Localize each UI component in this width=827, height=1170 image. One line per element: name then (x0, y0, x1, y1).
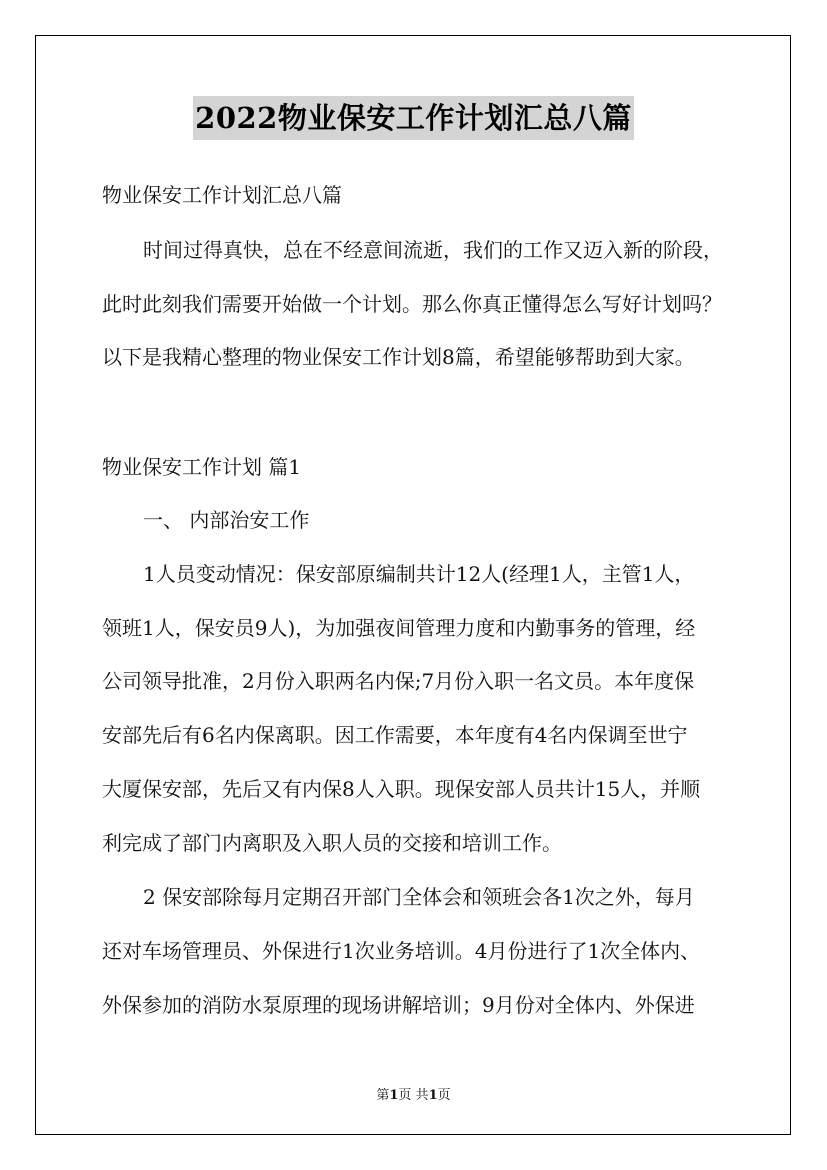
paragraph1-line-2: 领班1人，保安员9人)，为加强夜间管理力度和内勤事务的管理，经 (102, 616, 696, 640)
page-footer (0, 1084, 827, 1103)
paragraph1-line-4: 安部先后有6名内保离职。因工作需要，本年度有4名内保调至世宁 (102, 723, 688, 747)
document-title: 2022物业保安工作计划汇总八篇 (193, 96, 634, 140)
document-subtitle: 物业保安工作计划汇总八篇 (102, 183, 342, 207)
page-number-current: 1 (389, 1088, 399, 1103)
paragraph1-line-3: 公司领导批准，2月份入职两名内保;7月份入职一名文员。本年度保 (102, 669, 695, 693)
section-heading: 物业保安工作计划 篇1 (102, 455, 302, 479)
subsection-heading: 一、 内部治安工作 (143, 508, 310, 532)
intro-line-2: 此时此刻我们需要开始做一个计划。那么你真正懂得怎么写好计划吗？ (102, 292, 722, 316)
title-container (0, 96, 827, 140)
paragraph2-line-3: 外保参加的消防水泵原理的现场讲解培训；9月份对全体内、外保进 (102, 993, 695, 1017)
intro-line-1: 时间过得真快，总在不经意间流逝，我们的工作又迈入新的阶段， (143, 238, 723, 262)
paragraph1-line-5: 大厦保安部，先后又有内保8人入职。现保安部人员共计15人，并顺 (102, 777, 701, 801)
page-number-total: 1 (428, 1088, 438, 1103)
paragraph1-line-6: 利完成了部门内离职及入职人员的交接和培训工作。 (102, 831, 562, 855)
paragraph2-line-2: 还对车场管理员、外保进行1次业务培训。4月份进行了1次全体内、 (102, 939, 701, 963)
intro-line-3: 以下是我精心整理的物业保安工作计划8篇，希望能够帮助到大家。 (102, 345, 695, 369)
page-number-prefix: 第 (376, 1088, 390, 1103)
page-number-suffix: 页 (437, 1088, 451, 1103)
paragraph2-line-1: 2 保安部除每月定期召开部门全体会和领班会各1次之外，每月 (143, 885, 695, 909)
paragraph1-line-1: 1人员变动情况：保安部原编制共计12人(经理1人，主管1人， (143, 562, 695, 586)
page-number-mid: 页 共 (398, 1088, 429, 1103)
